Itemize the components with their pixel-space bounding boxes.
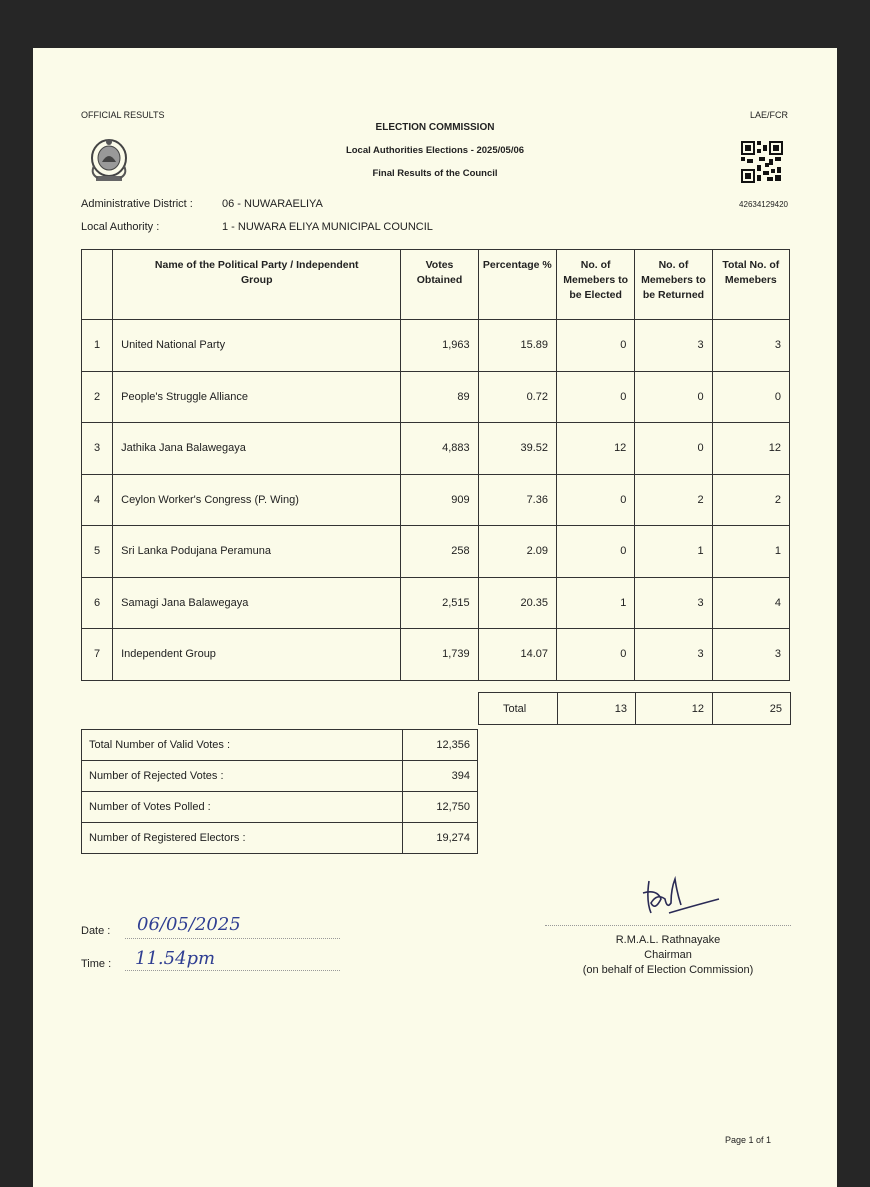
party-name: Jathika Jana Balawegaya — [113, 423, 401, 475]
row-number: 1 — [82, 320, 113, 372]
row-number: 4 — [82, 474, 113, 526]
column-header: No. of Memebers to be Elected — [556, 250, 634, 320]
members-returned: 0 — [635, 371, 712, 423]
signature-dotted-line — [545, 925, 791, 926]
time-value: 11.54pm — [135, 948, 216, 969]
column-header — [82, 250, 113, 320]
results-document — [33, 48, 837, 1187]
district-value: 06 - NUWARAELIYA — [222, 198, 323, 210]
sri-lanka-emblem-icon — [88, 136, 130, 186]
members-elected: 0 — [556, 371, 634, 423]
party-name: Ceylon Worker's Congress (P. Wing) — [113, 474, 401, 526]
table-row — [82, 577, 790, 629]
votes-obtained: 89 — [401, 371, 478, 423]
table-header-row — [82, 250, 790, 320]
votes-obtained: 2,515 — [401, 577, 478, 629]
qr-number: 42634129420 — [739, 200, 788, 209]
party-name: Independent Group — [113, 629, 401, 681]
election-title: Local Authorities Elections - 2025/05/06 — [345, 145, 525, 156]
members-total: 1 — [712, 526, 789, 578]
votes-obtained: 909 — [401, 474, 478, 526]
members-total: 0 — [712, 371, 789, 423]
summary-value: 19,274 — [403, 823, 478, 854]
column-header: No. of Memebers to be Returned — [635, 250, 712, 320]
percentage: 20.35 — [478, 577, 556, 629]
final-results-title: Final Results of the Council — [372, 168, 498, 179]
members-returned: 2 — [635, 474, 712, 526]
members-returned: 3 — [635, 320, 712, 372]
votes-obtained: 1,963 — [401, 320, 478, 372]
summary-label: Total Number of Valid Votes : — [82, 730, 403, 761]
summary-row — [82, 792, 478, 823]
votes-obtained: 1,739 — [401, 629, 478, 681]
results-table — [81, 249, 790, 681]
total-members: 25 — [712, 693, 790, 724]
party-name: Sri Lanka Podujana Peramuna — [113, 526, 401, 578]
percentage: 7.36 — [478, 474, 556, 526]
row-number: 2 — [82, 371, 113, 423]
percentage: 0.72 — [478, 371, 556, 423]
members-returned: 3 — [635, 629, 712, 681]
row-number: 3 — [82, 423, 113, 475]
qr-code-icon — [741, 141, 783, 183]
authority-label: Local Authority : — [81, 221, 160, 233]
members-total: 2 — [712, 474, 789, 526]
summary-value: 12,356 — [403, 730, 478, 761]
summary-row — [82, 823, 478, 854]
total-elected: 13 — [557, 693, 635, 724]
table-row — [82, 474, 790, 526]
members-elected: 0 — [556, 320, 634, 372]
row-number: 7 — [82, 629, 113, 681]
signature-icon — [629, 873, 729, 923]
district-label: Administrative District : — [81, 198, 193, 210]
members-total: 4 — [712, 577, 789, 629]
signatory-name: R.M.A.L. Rathnayake — [615, 934, 721, 946]
summary-row — [82, 730, 478, 761]
signatory-block — [543, 933, 793, 978]
party-name: People's Struggle Alliance — [113, 371, 401, 423]
column-header: Percentage % — [478, 250, 556, 320]
commission-title: ELECTION COMMISSION — [375, 122, 495, 133]
table-row — [82, 526, 790, 578]
members-elected: 12 — [556, 423, 634, 475]
members-returned: 3 — [635, 577, 712, 629]
signatory-title: Chairman — [644, 949, 692, 961]
date-value: 06/05/2025 — [137, 914, 241, 935]
members-returned: 1 — [635, 526, 712, 578]
votes-obtained: 258 — [401, 526, 478, 578]
members-elected: 0 — [556, 474, 634, 526]
percentage: 14.07 — [478, 629, 556, 681]
percentage: 15.89 — [478, 320, 556, 372]
date-label: Date : — [81, 925, 111, 937]
table-row — [82, 629, 790, 681]
summary-value: 12,750 — [403, 792, 478, 823]
column-header: Name of the Political Party / Independent Group — [113, 250, 401, 320]
official-results-label: OFFICIAL RESULTS — [81, 110, 165, 120]
percentage: 2.09 — [478, 526, 556, 578]
percentage: 39.52 — [478, 423, 556, 475]
party-name: United National Party — [113, 320, 401, 372]
row-number: 6 — [82, 577, 113, 629]
members-elected: 0 — [556, 526, 634, 578]
votes-obtained: 4,883 — [401, 423, 478, 475]
table-row — [82, 423, 790, 475]
time-dotted-line — [125, 970, 340, 971]
members-elected: 0 — [556, 629, 634, 681]
authority-value: 1 - NUWARA ELIYA MUNICIPAL COUNCIL — [222, 221, 433, 233]
page-number: Page 1 of 1 — [724, 1135, 771, 1145]
summary-label: Number of Votes Polled : — [82, 792, 403, 823]
summary-label: Number of Rejected Votes : — [82, 761, 403, 792]
document-code: LAE/FCR — [749, 110, 788, 120]
summary-row — [82, 761, 478, 792]
members-total: 3 — [712, 629, 789, 681]
signatory-behalf: (on behalf of Election Commission) — [582, 964, 754, 976]
column-header: Total No. of Memebers — [712, 250, 789, 320]
members-elected: 1 — [556, 577, 634, 629]
members-total: 3 — [712, 320, 789, 372]
members-returned: 0 — [635, 423, 712, 475]
party-name: Samagi Jana Balawegaya — [113, 577, 401, 629]
members-total: 12 — [712, 423, 789, 475]
total-label: Total — [503, 702, 527, 715]
summary-label: Number of Registered Electors : — [82, 823, 403, 854]
table-row — [82, 371, 790, 423]
total-row — [478, 692, 791, 725]
summary-value: 394 — [403, 761, 478, 792]
column-header: Votes Obtained — [401, 250, 478, 320]
total-returned: 12 — [635, 693, 712, 724]
table-row — [82, 320, 790, 372]
date-dotted-line — [125, 938, 340, 939]
time-label: Time : — [81, 958, 112, 970]
row-number: 5 — [82, 526, 113, 578]
vote-summary-table — [81, 729, 478, 854]
